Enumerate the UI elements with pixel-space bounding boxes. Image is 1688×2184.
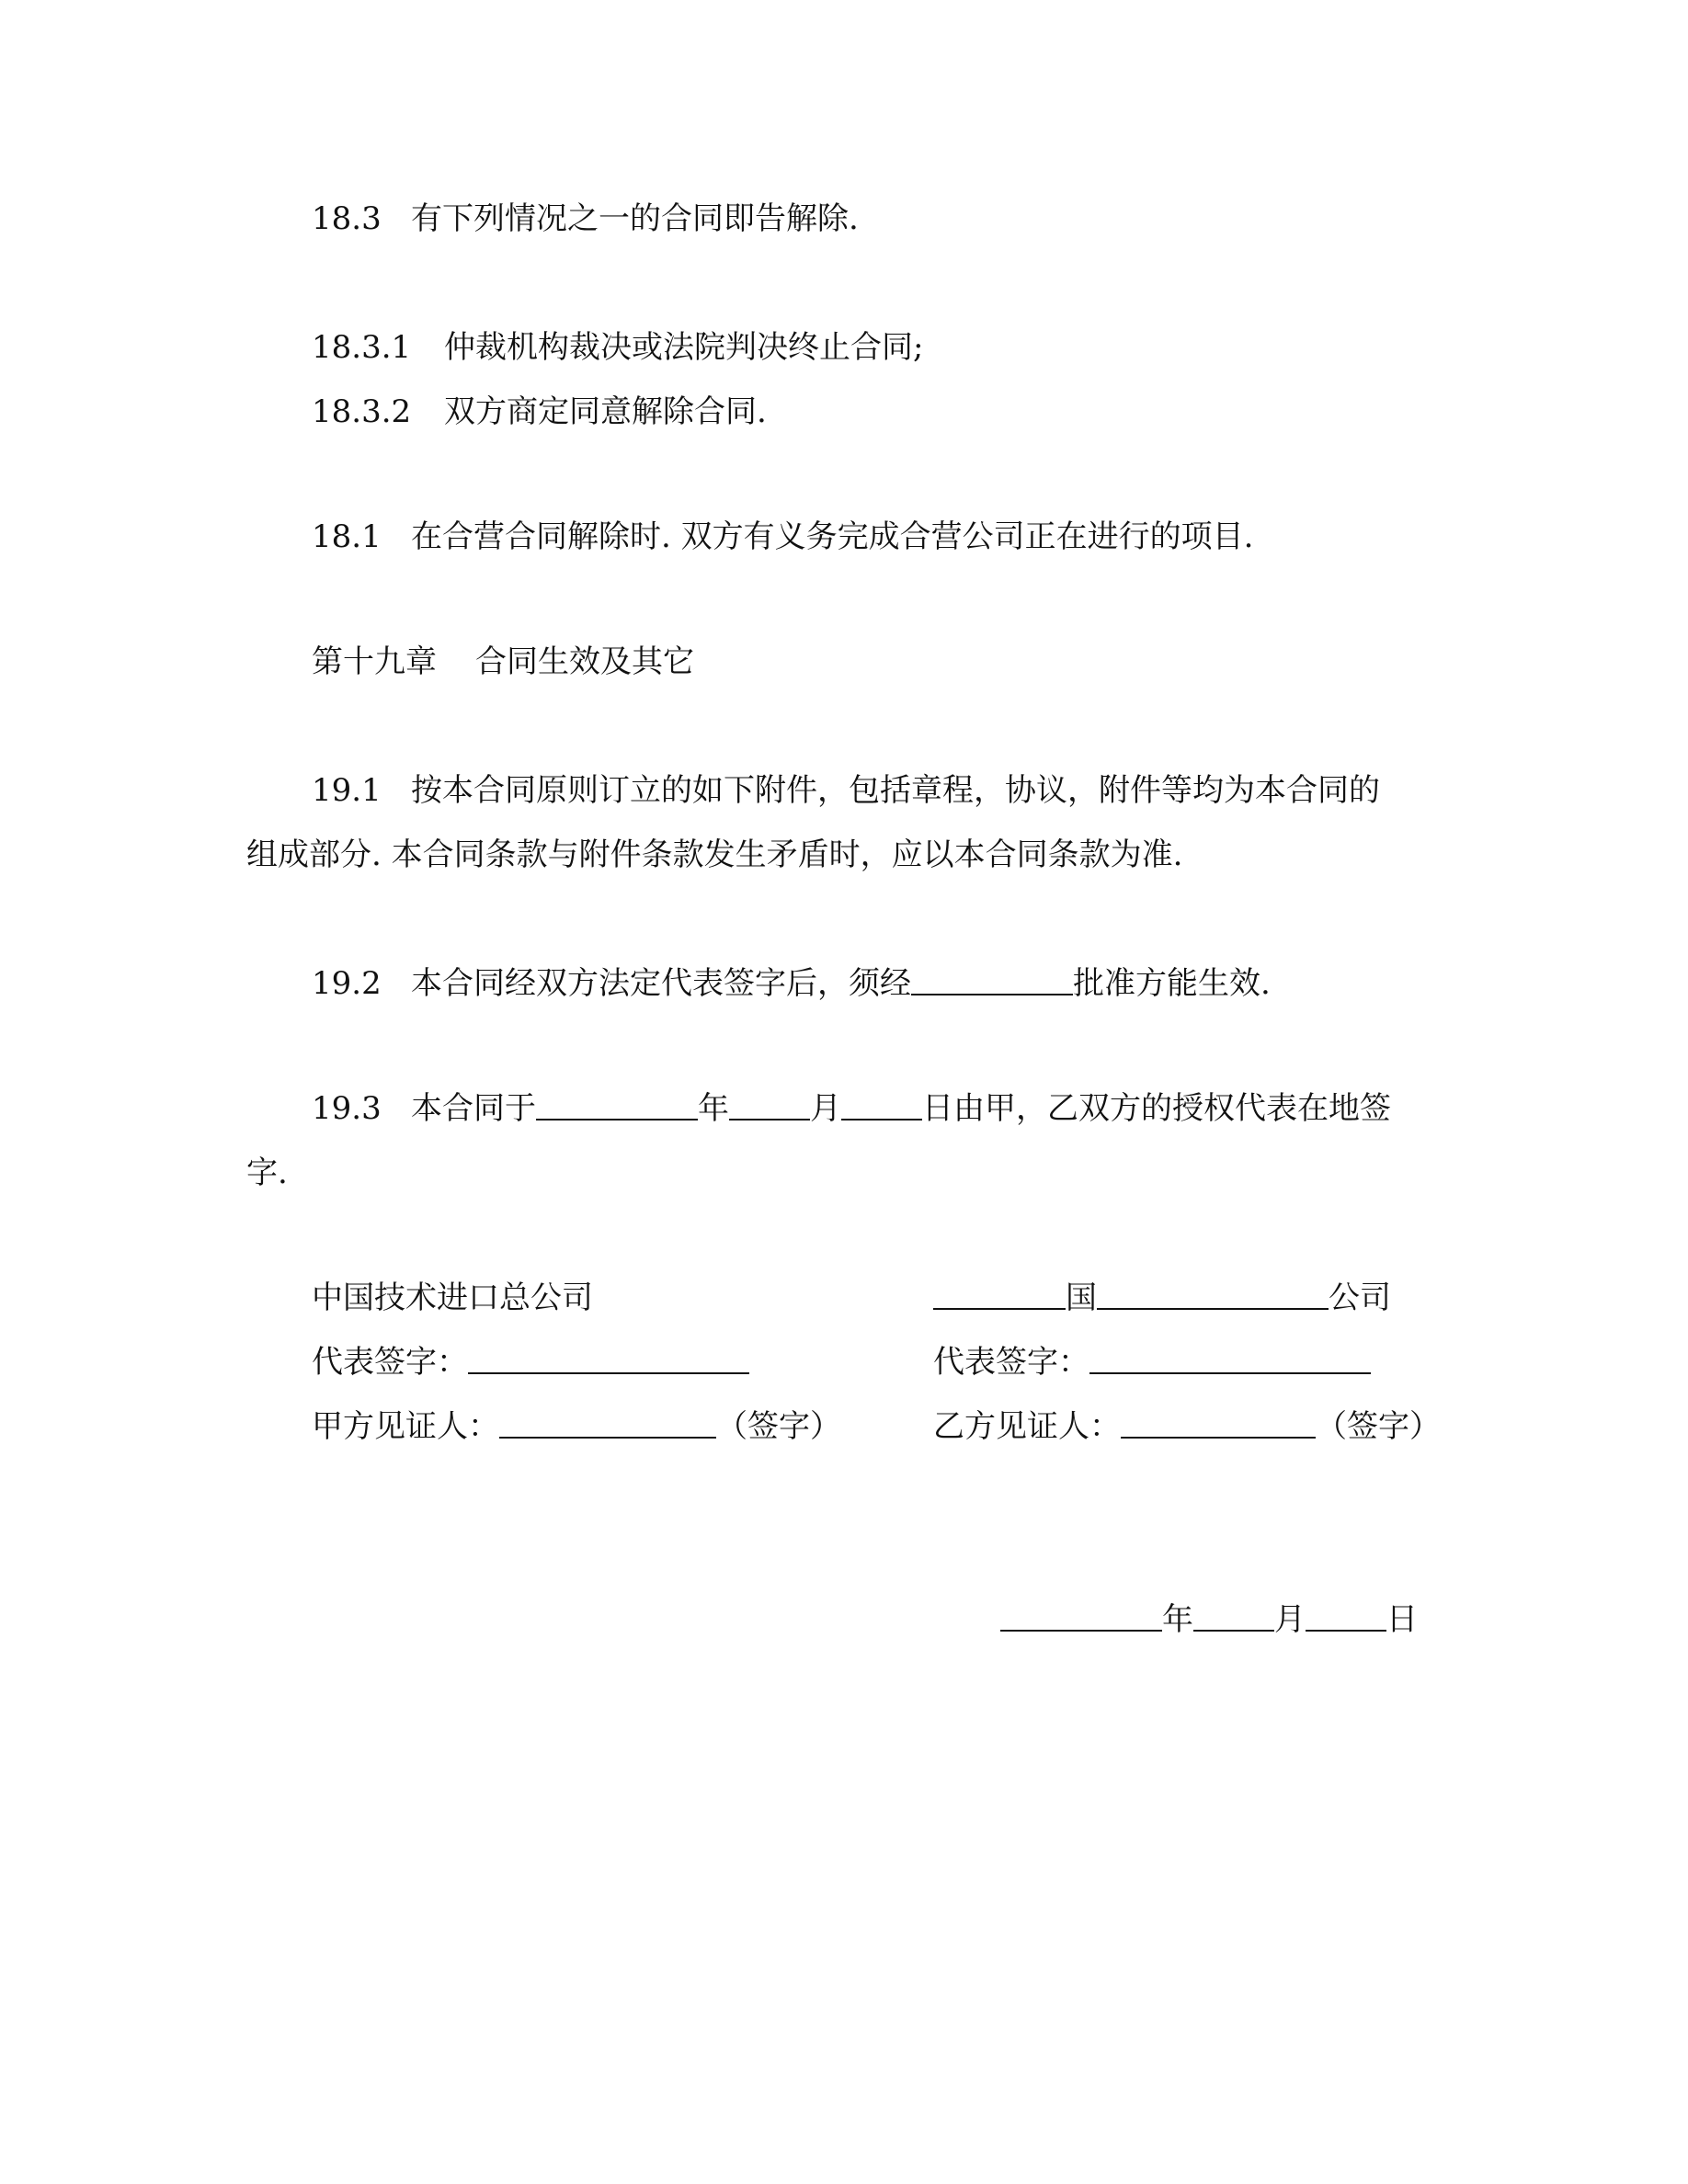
chapter-number: 第十九章 xyxy=(312,643,437,680)
clause-text: 组成部分. 本合同条款与附件条款发生矛盾时，应以本合同条款为准. xyxy=(246,836,1183,873)
chapter-19-heading xyxy=(312,642,694,682)
party-b-company-suffix: 公司 xyxy=(1329,1280,1391,1316)
party-a-witness xyxy=(312,1406,841,1447)
party-b-company-blank xyxy=(1097,1280,1329,1310)
clause-number: 18.3.1 xyxy=(312,329,412,366)
clause-18-1 xyxy=(312,517,1253,557)
party-a-witness-suffix: （签字） xyxy=(716,1408,841,1445)
year-blank xyxy=(536,1091,698,1120)
clause-text: 日由甲，乙双方的授权代表在地签 xyxy=(922,1090,1391,1127)
month-blank xyxy=(729,1091,810,1120)
clause-19-1-line-1 xyxy=(312,770,1380,811)
clause-number: 18.3 xyxy=(312,200,382,237)
party-b-witness-suffix: （签字） xyxy=(1316,1408,1441,1445)
party-a-witness-label: 甲方见证人： xyxy=(312,1408,499,1445)
clause-18-3-1 xyxy=(312,327,923,368)
party-b-witness-label: 乙方见证人： xyxy=(933,1408,1121,1445)
clause-18-3 xyxy=(312,199,859,239)
clause-text: 仲裁机构裁决或法院判决终止合同; xyxy=(444,329,924,366)
party-a-rep-label: 代表签字： xyxy=(312,1344,468,1381)
clause-text: 本合同于 xyxy=(411,1090,536,1127)
party-b-country-blank xyxy=(933,1280,1066,1310)
clause-text: 双方商定同意解除合同. xyxy=(444,393,767,430)
party-a-company-name: 中国技术进口总公司 xyxy=(312,1280,593,1316)
month-label: 月 xyxy=(810,1090,841,1127)
year-label: 年 xyxy=(698,1090,729,1127)
date-year-label: 年 xyxy=(1162,1601,1193,1638)
date-day-label: 日 xyxy=(1386,1601,1418,1638)
clause-text: 字. xyxy=(246,1155,288,1191)
party-b-signature-blank xyxy=(1089,1345,1371,1374)
party-a-representative xyxy=(312,1342,749,1382)
party-b-witness xyxy=(933,1406,1441,1447)
clause-number: 18.1 xyxy=(312,518,382,555)
date-month-label: 月 xyxy=(1274,1601,1306,1638)
chapter-title: 合同生效及其它 xyxy=(475,643,694,680)
clause-text: 批准方能生效. xyxy=(1073,965,1271,1002)
party-b-company xyxy=(933,1278,1391,1318)
clause-text: 本合同经双方法定代表签字后，须经 xyxy=(411,965,911,1002)
clause-18-3-2 xyxy=(312,392,767,432)
date-year-blank xyxy=(1000,1602,1162,1632)
clause-19-2 xyxy=(312,963,1271,1004)
clause-19-3-line-2 xyxy=(246,1153,288,1193)
party-a-witness-blank xyxy=(499,1409,716,1439)
clause-19-1-line-2 xyxy=(246,835,1182,875)
clause-text: 按本合同原则订立的如下附件，包括章程，协议，附件等均为本合同的 xyxy=(411,772,1380,809)
date-day-blank xyxy=(1306,1602,1386,1632)
signing-date-line xyxy=(1000,1599,1418,1640)
date-month-blank xyxy=(1193,1602,1274,1632)
clause-text: 有下列情况之一的合同即告解除. xyxy=(411,200,859,237)
party-b-rep-label: 代表签字： xyxy=(933,1344,1089,1381)
party-a-signature-blank xyxy=(468,1345,749,1374)
clause-19-3-line-1 xyxy=(312,1088,1391,1129)
clause-text: 在合营合同解除时. 双方有义务完成合营公司正在进行的项目. xyxy=(411,518,1254,555)
approval-authority-blank xyxy=(911,966,1073,995)
clause-number: 19.2 xyxy=(312,965,382,1002)
clause-number: 19.1 xyxy=(312,772,382,809)
party-b-representative xyxy=(933,1342,1371,1382)
clause-number: 19.3 xyxy=(312,1090,382,1127)
clause-number: 18.3.2 xyxy=(312,393,412,430)
party-b-country-suffix: 国 xyxy=(1066,1280,1097,1316)
day-blank xyxy=(841,1091,922,1120)
party-a-company xyxy=(312,1278,593,1318)
party-b-witness-blank xyxy=(1121,1409,1316,1439)
